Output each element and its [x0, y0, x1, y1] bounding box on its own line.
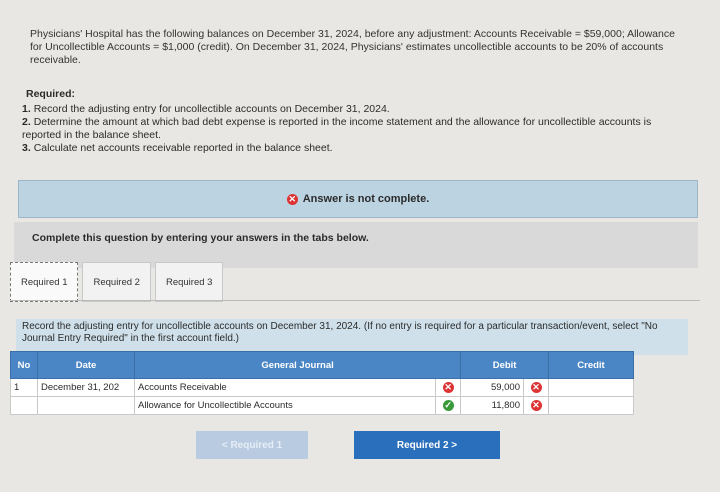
journal-table [10, 351, 634, 415]
col-credit: Credit [549, 352, 634, 379]
error-icon: ✕ [288, 193, 296, 204]
col-no: No [11, 352, 38, 379]
next-required-button[interactable]: Required 2 > [354, 431, 500, 459]
credit-field[interactable] [549, 379, 634, 397]
required-item-1: 1. Record the adjusting entry for uncollectible accounts on December 31, 2024. [22, 103, 390, 115]
row-no [11, 397, 38, 415]
journal-instructions: Record the adjusting entry for uncollectible accounts on December 31, 2024. (If no entry is required for a particular transaction/event, select "No Journal Entry Required" in the first account field.) [16, 319, 688, 355]
date-field[interactable] [38, 397, 135, 415]
table-row [11, 379, 634, 397]
complete-question-text: Complete this question by entering your answers in the tabs below. [32, 232, 369, 244]
account-field[interactable]: Allowance for Uncollectible Accounts [135, 397, 436, 415]
account-field[interactable]: Accounts Receivable [135, 379, 436, 397]
tab-required-2[interactable]: Required 2 [82, 262, 150, 302]
journal-header-row [11, 352, 634, 379]
problem-text: Physicians' Hospital has the following balances on December 31, 2024, before any adjustment: Accounts Receivable = $59,000; Allowance for Uncollectible Accounts = $1,000 (credit). On December 31, 2024, Physicians' estimates uncollectible accounts to be 20% of accounts receivable. [30, 28, 675, 66]
incorrect-icon: ✕ [532, 400, 540, 410]
required-item-3: 3. Calculate net accounts receivable reported in the balance sheet. [22, 142, 333, 154]
answer-status-banner [18, 180, 698, 218]
credit-field[interactable] [549, 397, 634, 415]
correct-icon: ✓ [444, 400, 452, 410]
status-cell [524, 379, 549, 397]
debit-field[interactable]: 11,800 [461, 397, 524, 415]
status-cell [524, 397, 549, 415]
answer-status-text: Answer is not complete. [302, 193, 430, 205]
row-no: 1 [11, 379, 38, 397]
col-date: Date [38, 352, 135, 379]
col-general-journal: General Journal [135, 352, 461, 379]
table-row [11, 397, 634, 415]
status-cell [436, 379, 461, 397]
status-cell [436, 397, 461, 415]
incorrect-icon: ✕ [444, 382, 452, 392]
date-field[interactable]: December 31, 202 [38, 379, 135, 397]
required-list [22, 103, 692, 155]
debit-field[interactable]: 59,000 [461, 379, 524, 397]
incorrect-icon: ✕ [532, 382, 540, 392]
col-debit: Debit [461, 352, 549, 379]
required-item-2: 2. Determine the amount at which bad debt expense is reported in the income statement and the allowance for uncollectible accounts is reported in the balance sheet. [22, 116, 652, 141]
tab-required-1[interactable]: Required 1 [10, 262, 78, 302]
tab-required-3[interactable]: Required 3 [155, 262, 223, 302]
required-title: Required: [26, 88, 76, 100]
tab-bar [10, 262, 223, 302]
tab-panel [10, 300, 700, 487]
problem-statement [30, 28, 690, 67]
prev-required-button[interactable]: < Required 1 [196, 431, 308, 459]
